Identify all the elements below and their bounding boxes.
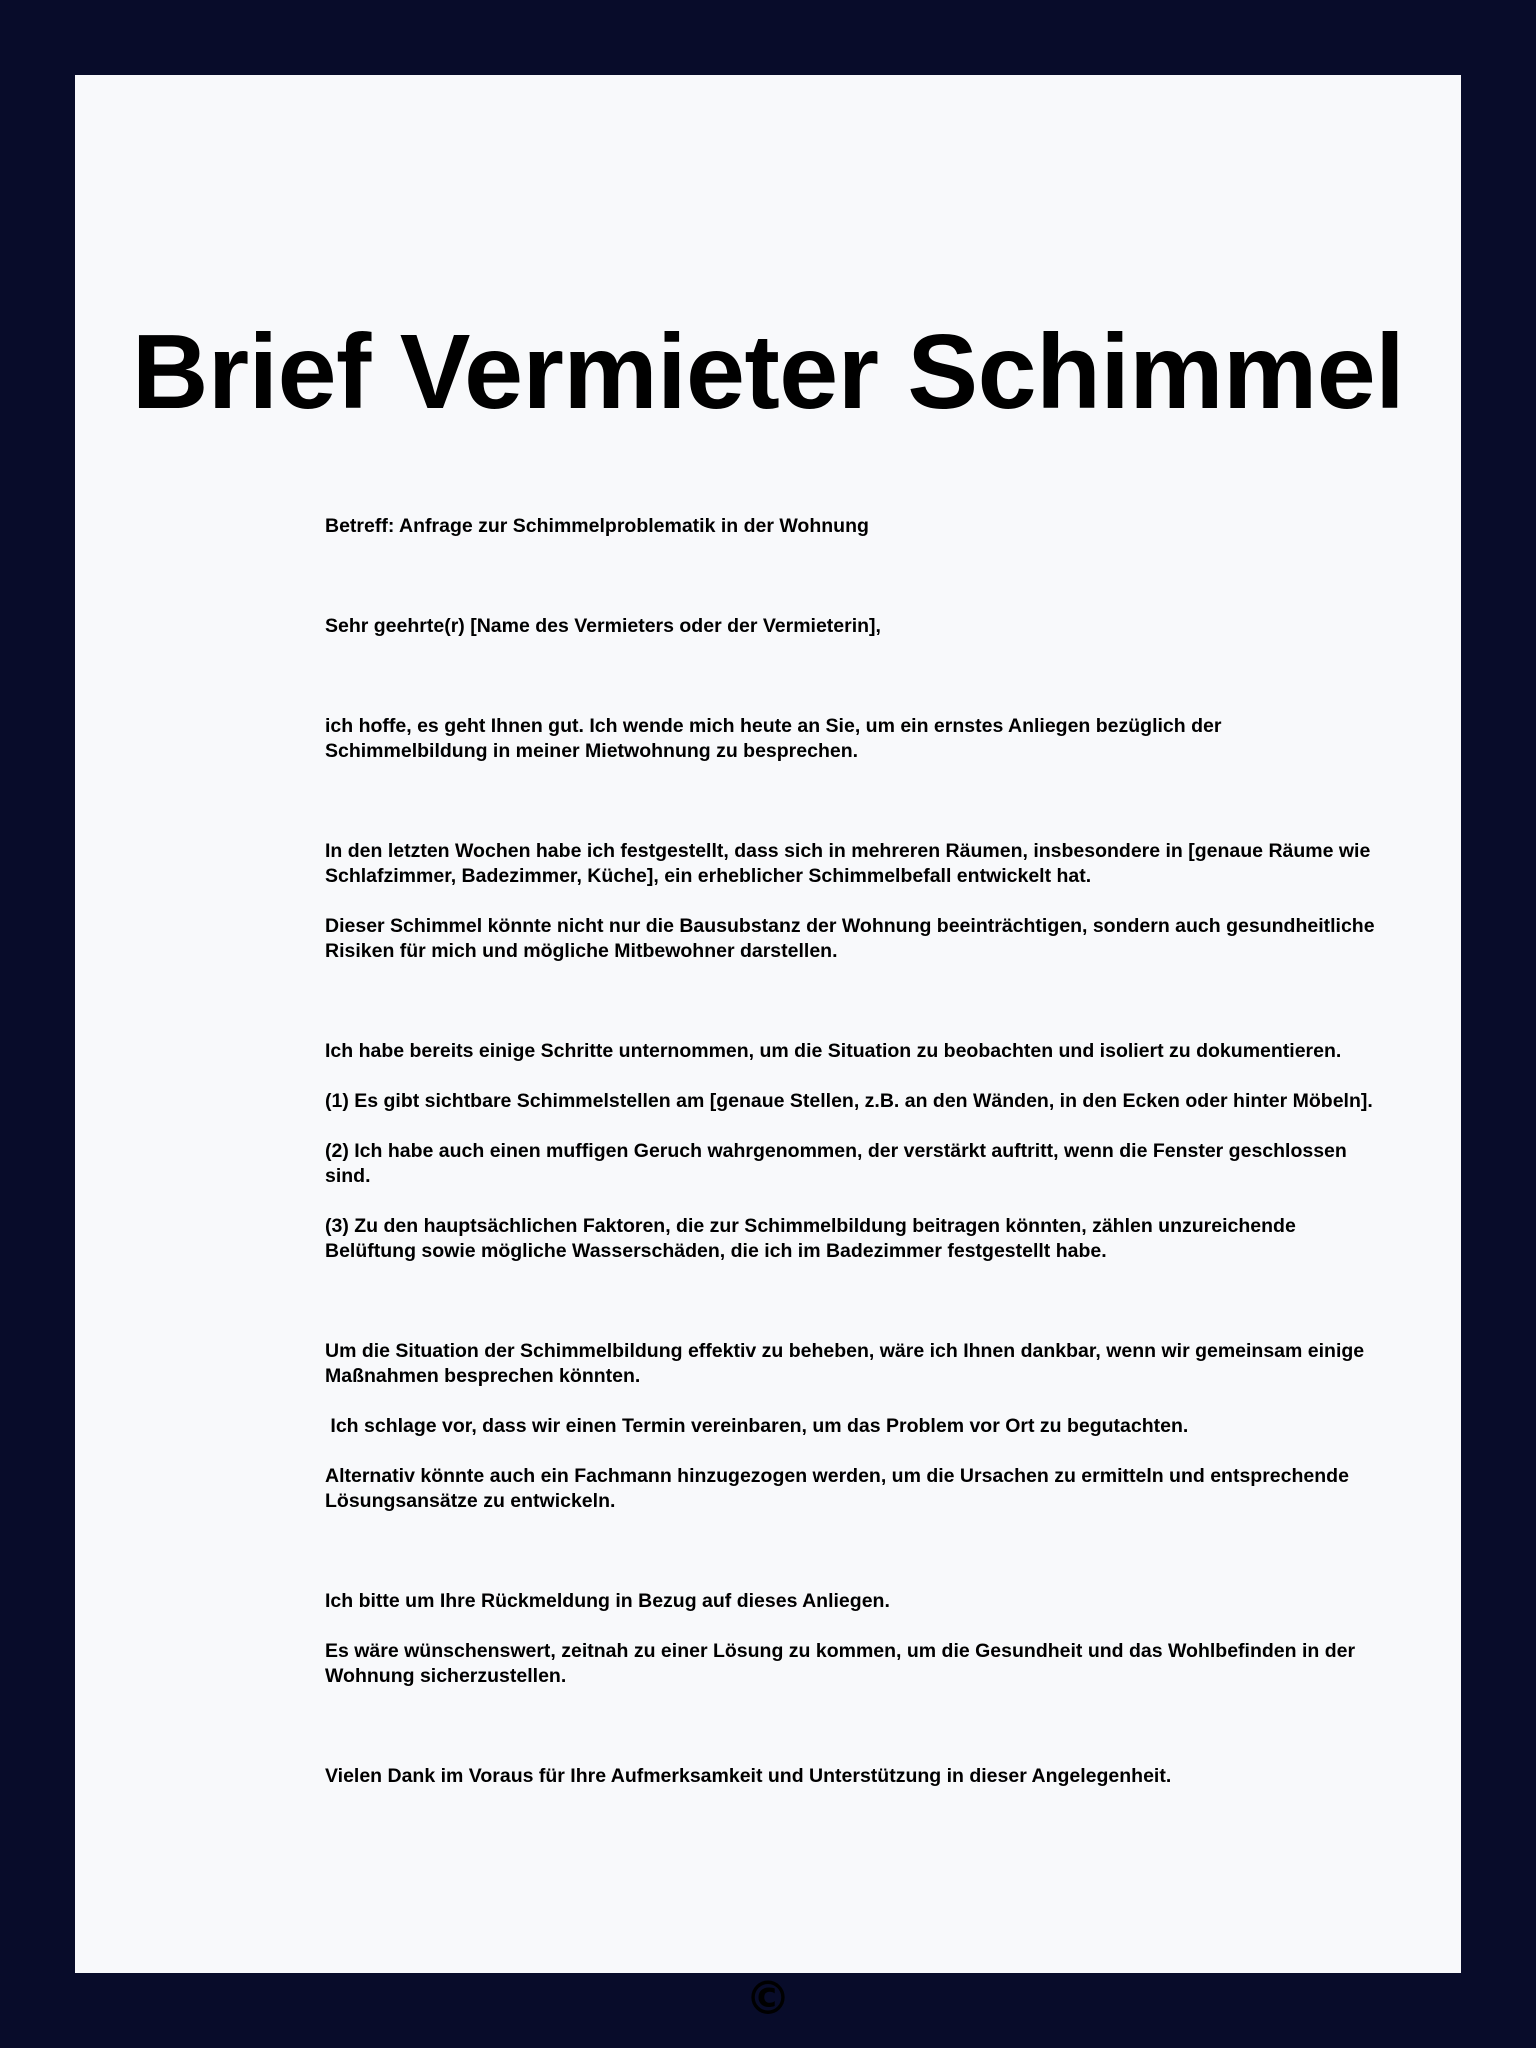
list-item-point-1: (1) Es gibt sichtbare Schimmelstellen am [genaue Stellen, z.B. an den Wänden, in den Ecken oder hinter Möbeln]. (325, 1090, 1373, 1112)
paragraph-measures-expert: Alternativ könnte auch ein Fachmann hinzugezogen werden, um die Ursachen zu ermitteln und entsprechende Lösungsansätze zu entwickeln. (325, 1465, 1355, 1512)
paragraph-measures-appointment: Ich schlage vor, dass wir einen Termin vereinbaren, um das Problem vor Ort zu begutachten. (325, 1415, 1189, 1437)
list-item-point-2: (2) Ich habe auch einen muffigen Geruch wahrgenommen, der verstärkt auftritt, wenn die Fenster geschlossen sind. (325, 1140, 1353, 1187)
list-item-point-3: (3) Zu den hauptsächlichen Faktoren, die zur Schimmelbildung beitragen könnten, zählen unzureichende Belüftung sowie mögliche Wasserschäden, die ich im Badezimmer festgestellt habe. (325, 1215, 1302, 1262)
paragraph-intro: ich hoffe, es geht Ihnen gut. Ich wende mich heute an Sie, um ein ernstes Anliegen bezüglich der Schimmelbildung in meiner Mietwohnung zu besprechen. (325, 715, 1227, 762)
paragraph-request-urgency: Es wäre wünschenswert, zeitnah zu einer Lösung zu kommen, um die Gesundheit und das Wohlbefinden in der Wohnung sicherzustellen. (325, 1640, 1361, 1687)
paragraph-thanks: Vielen Dank im Voraus für Ihre Aufmerksamkeit und Unterstützung in dieser Angelegenheit. (325, 1765, 1172, 1787)
salutation: Sehr geehrte(r) [Name des Vermieters oder der Vermieterin], (325, 615, 881, 637)
subject-line: Betreff: Anfrage zur Schimmelproblematik in der Wohnung (325, 515, 869, 537)
paragraph-observation-1: In den letzten Wochen habe ich festgestellt, dass sich in mehreren Räumen, insbesondere in [genaue Räume wie Schlafzimmer, Badezimmer, Küche], ein erheblicher Schimmelbefall entwickelt hat. (325, 840, 1376, 887)
document-page (75, 75, 1461, 2025)
document-title: Brief Vermieter Schimmel (131, 313, 1405, 431)
paragraph-request: Ich bitte um Ihre Rückmeldung in Bezug auf dieses Anliegen. (325, 1590, 890, 1612)
letter-body (325, 514, 1380, 1789)
paragraph-measures-intro: Um die Situation der Schimmelbildung effektiv zu beheben, wäre ich Ihnen dankbar, wenn wir gemeinsam einige Maßnahmen besprechen könnten. (325, 1340, 1370, 1387)
paragraph-observation-2: Dieser Schimmel könnte nicht nur die Bausubstanz der Wohnung beeinträchtigen, sondern auch gesundheitliche Risiken für mich und mögliche Mitbewohner darstellen. (325, 915, 1380, 962)
paragraph-steps-intro: Ich habe bereits einige Schritte unternommen, um die Situation zu beobachten und isoliert zu dokumentieren. (325, 1040, 1342, 1062)
copyright-icon: © (745, 1971, 791, 2025)
